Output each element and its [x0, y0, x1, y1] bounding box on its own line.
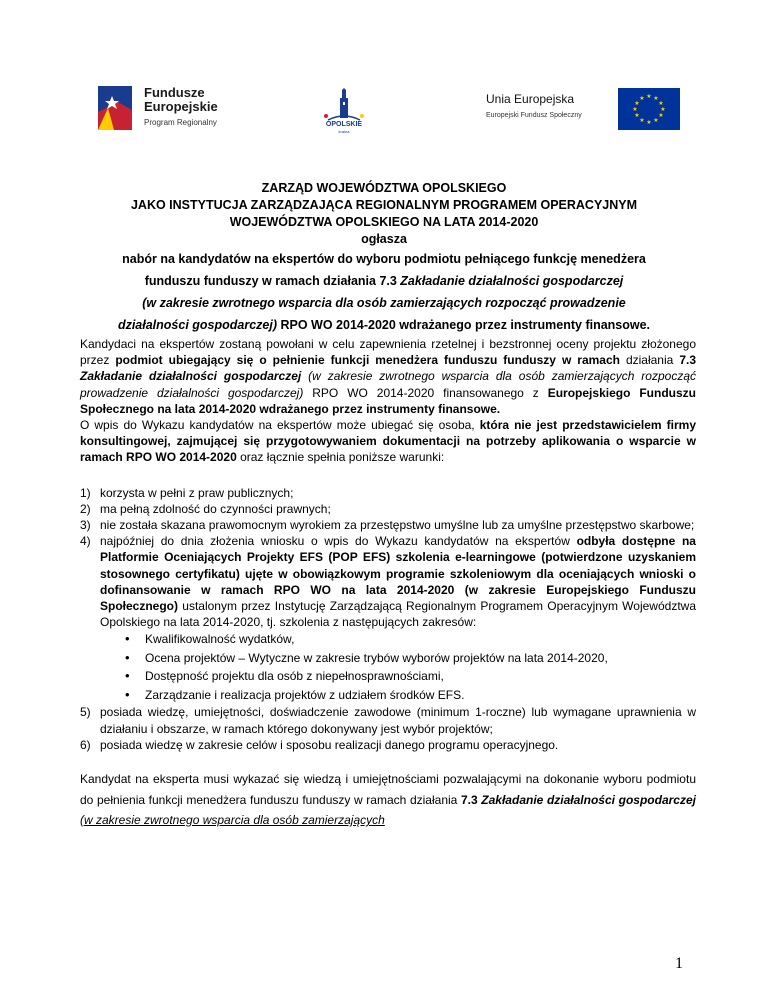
requirement-text: ma pełną zdolność do czynności prawnych; [100, 501, 331, 516]
requirement-text: posiada wiedzę w zakresie celów i sposobu realizacji danego programu operacyjnego. [100, 737, 559, 752]
heading-line-8b: RPO WO 2014-2020 wdrażanego przez instrumenty finansowe. [277, 318, 651, 332]
paragraph-intro [80, 336, 696, 417]
fe-line2: Europejskie [144, 99, 218, 114]
heading-line-6 [40, 270, 728, 292]
requirement-item [80, 704, 696, 736]
p1-t3: RPO WO 2014-2020 finansowanego z [303, 385, 548, 400]
p1-t1: Kandydaci na ekspertów zostaną powołani w celu zapewnienia rzetelnej i bezstronnej oceny projektu złożonego przez [80, 337, 696, 368]
heading-line-3: WOJEWÓDZTWA OPOLSKIEGO NA LATA 2014-2020 [229, 215, 539, 229]
fundusze-europejskie-logo [96, 82, 266, 134]
requirement-text: najpóźniej do dnia złożenia wniosku o wpis do Wykazu kandydatów na ekspertów [100, 534, 577, 549]
svg-text:★: ★ [658, 112, 664, 119]
heading-line-6b: Zakładanie działalności gospodarczej [400, 274, 624, 288]
ue-text [486, 92, 582, 119]
heading-line-6a: funduszu funduszy w ramach działania 7.3 [144, 274, 401, 288]
heading-line-7 [40, 292, 728, 314]
ue-subtitle: Europejski Fundusz Społeczny [486, 112, 582, 119]
p1-bi1: Zakładanie działalności gospodarczej [80, 369, 302, 384]
svg-text:★: ★ [634, 100, 640, 107]
svg-text:★: ★ [646, 93, 652, 100]
heading-line-1: ZARZĄD WOJEWÓDZTWA OPOLSKIEGO [261, 181, 507, 195]
closing-bi1: Zakładanie działalności gospodarczej [481, 792, 696, 807]
training-topic: • Ocena projektów – Wytyczne w zakresie trybów wyborów projektów na lata 2014-2020, [145, 649, 696, 668]
training-topic: • Zarządzanie i realizacja projektów z udziałem środków EFS. [145, 686, 696, 705]
announcement-heading [40, 180, 728, 336]
eu-stars-icon [618, 88, 680, 130]
requirement-number: 3) [80, 518, 91, 533]
svg-text:★: ★ [639, 117, 645, 124]
svg-text:★: ★ [653, 95, 659, 102]
training-topics-list [100, 630, 696, 704]
requirement-number: 1) [80, 485, 91, 500]
opolskie-logo [314, 88, 374, 136]
svg-text:★: ★ [634, 112, 640, 119]
fundusze-europejskie-emblem-icon [96, 82, 140, 134]
requirement-item [80, 517, 696, 533]
requirement-text: nie została skazana prawomocnym wyrokiem za przestępstwo umyślne lub za umyślne przestępstwo skarbowe; [100, 518, 695, 533]
ue-title: Unia Europejska [486, 92, 575, 106]
p2-t2: oraz łącznie spełnia poniższe warunki: [236, 450, 445, 465]
paragraph-closing [80, 769, 696, 831]
svg-text:★: ★ [646, 119, 652, 126]
requirement-item [80, 533, 696, 704]
requirement-number: 2) [80, 501, 91, 516]
heading-line-5: nabór na kandydatów na ekspertów do wyboru podmiotu pełniącego funkcję menedżera [122, 252, 646, 266]
opolskie-sub-label: kraina [338, 129, 350, 134]
fe-line1: Fundusze [144, 85, 205, 100]
training-topic: • Kwalifikowalność wydatków, [145, 630, 696, 649]
svg-text:★: ★ [632, 106, 638, 113]
requirement-item [80, 485, 696, 501]
heading-line-2: JAKO INSTYTUCJA ZARZĄDZAJĄCA REGIONALNYM PROGRAMEM OPERACYJNYM [130, 198, 638, 212]
eu-flag-icon [618, 88, 680, 130]
p1-i1: (w zakresie zwrotnego wsparcia dla osób zamierzających rozpocząć prowadzenie działalności gospodarczej) [80, 369, 696, 400]
heading-line-8a: działalności gospodarczej) [117, 318, 278, 332]
requirement-bold-text: odbyła dostępne na Platformie Oceniających Projekty EFS (POP EFS) szkolenia e-learningowe (potwierdzone uzyskaniem stosownego certyfikatu) ujęte w obowiązkowym programie szkoleniowym dla oceniających wnioski o dofinansowanie w ramach RPO WO na lata 2014-2020 (w zakresie Europejskiego Funduszu Społecznego) [100, 534, 696, 614]
closing-b1: 7.3 [460, 792, 478, 807]
heading-line-8 [40, 314, 728, 336]
p1-b2: 7.3 [679, 353, 696, 368]
fe-line3: Program Regionalny [144, 118, 217, 127]
requirements-list [80, 485, 696, 753]
p1-t2: działania [619, 353, 680, 368]
requirement-item [80, 737, 696, 753]
requirement-text-tail: ustalonym przez Instytucję Zarządzającą Regionalnym Programem Operacyjnym Województwa Opolskiego na lata 2014-2020, tj. szkolenia z następujących zakresów: [100, 599, 696, 630]
heading-line-7-text: (w zakresie zwrotnego wsparcia dla osób zamierzających rozpocząć prowadzenie [142, 296, 626, 310]
document-body [80, 336, 696, 831]
closing-t1: Kandydat na eksperta musi wykazać się wiedzą i umiejętnościami pozwalającymi na dokonanie wyboru podmiotu do pełnienia funkcji menedżera funduszu funduszy w ramach działania [80, 772, 696, 807]
svg-text:★: ★ [658, 100, 664, 107]
page-number: 1 [675, 955, 683, 972]
requirement-text: posiada wiedzę, umiejętności, doświadczenie zawodowe (minimum 1-roczne) lub wymagane uprawnienia w działaniu i obszarze, w ramach którego dokonywany jest wybór projektów; [100, 705, 696, 736]
svg-text:★: ★ [639, 95, 645, 102]
requirement-number: 4) [80, 534, 91, 549]
p1-b1: podmiot ubiegający się o pełnienie funkcji menedżera funduszu funduszy w ramach [115, 353, 620, 368]
logo-bar [96, 74, 676, 144]
opolskie-label: OPOLSKIE [325, 121, 363, 128]
svg-text:★: ★ [653, 117, 659, 124]
training-topic: • Dostępność projektu dla osób z niepełnosprawnościami, [145, 667, 696, 686]
requirement-number: 6) [80, 737, 91, 752]
requirement-text: korzysta w pełni z praw publicznych; [100, 485, 294, 500]
opolskie-tower-icon [314, 88, 374, 122]
p1-b3: Europejskiego Funduszu Społecznego na lata 2014-2020 wdrażanego przez instrumenty finansowe. [80, 385, 696, 416]
paragraph-eligibility [80, 417, 696, 466]
svg-text:★: ★ [660, 106, 666, 113]
p2-b1: która nie jest przedstawicielem firmy konsultingowej, zajmującej się przygotowywaniem dokumentacji na potrzeby aplikowania o wsparcie w ramach RPO WO 2014-2020 [80, 418, 697, 465]
closing-iu1: (w zakresie zwrotnego wsparcia dla osób zamierzających [80, 813, 385, 828]
p2-t1: O wpis do Wykazu kandydatów na ekspertów może ubiegać się osoba, [80, 418, 480, 433]
requirement-number: 5) [80, 705, 91, 720]
requirement-item [80, 501, 696, 517]
heading-line-4: ogłasza [361, 232, 407, 246]
